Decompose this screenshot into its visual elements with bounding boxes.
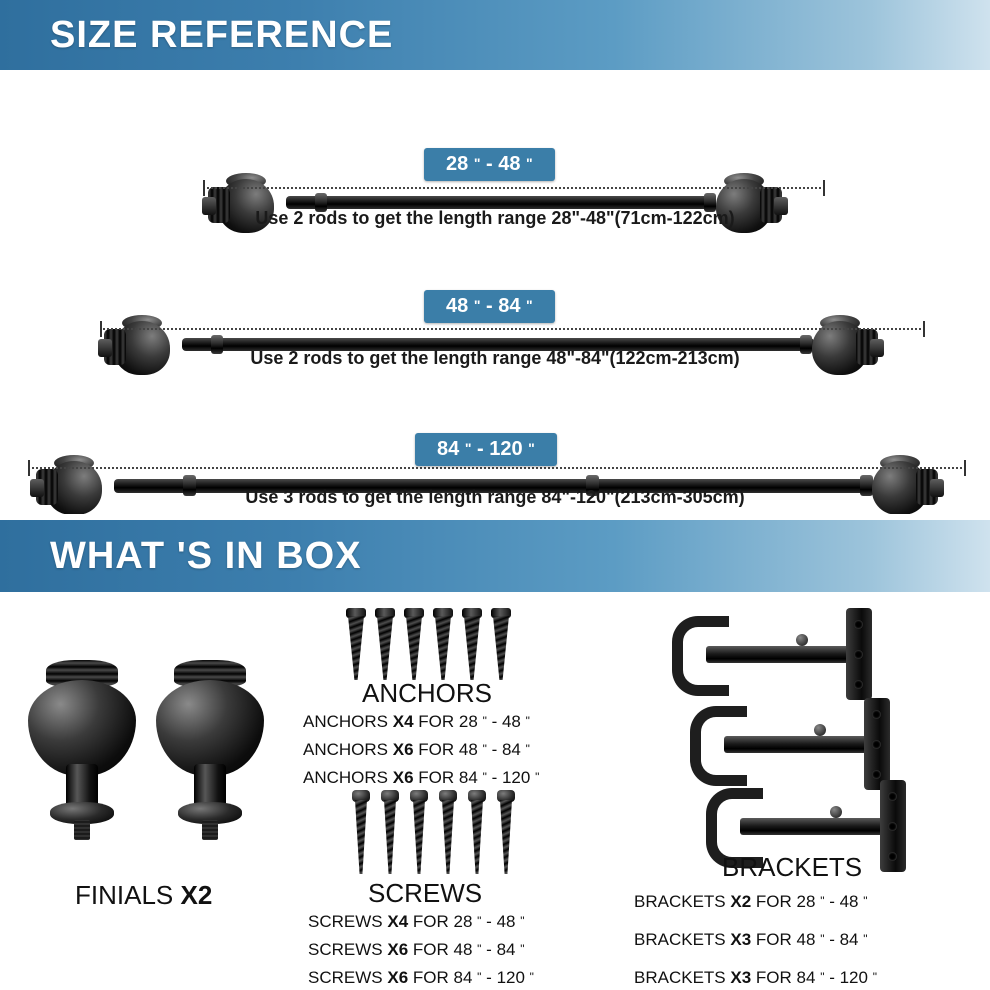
bracket-screw-hole [854,680,863,689]
anchors-line-2-dash: - [491,740,502,759]
size-badge-3 [415,433,557,466]
screw-icon [468,790,486,874]
brackets-label: BRACKETS [722,852,863,882]
brackets-line-1-max: 48 [839,892,859,911]
anchors-line-1-dash: - [491,712,502,731]
measure-tick-right [923,321,925,337]
bracket-nub [796,634,808,646]
screw-shaft [355,800,367,874]
finial-icon [150,660,270,850]
screws-line-2-unit-a: " [477,942,482,956]
rod-measure-line-1 [203,180,825,196]
rod-row-1 [0,80,990,230]
anchors-line-2-unit-b: " [525,742,530,756]
screws-line-1-unit-b: " [520,914,525,928]
brackets-line-1-unit-b: " [863,894,868,908]
rod-measure-line-2 [100,321,925,337]
brackets-line-3-unit-a: " [820,970,825,984]
screws-line-3-qty: X6 [387,968,409,987]
anchor-body [435,616,451,680]
badge-min-3: 84 [437,438,460,460]
anchor-body [493,616,509,680]
screws-line-1-dash: - [486,912,497,931]
screw-icon [381,790,399,874]
anchor-icon [433,608,453,680]
bracket-screw-hole [854,650,863,659]
screws-line-3-min: 84 [453,968,473,987]
brackets-line-3-max: 120 [839,968,868,987]
brackets-line-2-unit-a: " [820,932,825,946]
screws-line-1-unit-a: " [477,914,482,928]
bracket-wall-plate [880,780,906,872]
screws-line-2-qty: X6 [387,940,409,959]
screws-line-3-dash: - [486,968,497,987]
rod-row-3 [0,365,990,515]
screws-line-2-min: 48 [453,940,473,959]
badge-max-1: 48 [498,153,521,175]
anchor-icon [462,608,482,680]
screws-line-1-min: 28 [453,912,473,931]
brackets-line-3-for: FOR [755,968,792,987]
measure-tick-left [100,321,102,337]
anchors-line-3-name: ANCHORS [303,768,389,787]
measure-line [100,328,925,330]
whats-in-box-banner [0,520,990,592]
screws-line-2-dash: - [486,940,497,959]
brackets-line-3-unit-b: " [872,970,877,984]
brackets-line-2-name: BRACKETS [634,930,726,949]
anchors-line-1-qty: X4 [392,712,414,731]
bracket-screw-hole [888,852,897,861]
screws-line-1-name: SCREWS [308,912,383,931]
anchors-line-3-unit-b: " [535,770,540,784]
screw-shaft [500,800,512,874]
screw-shaft [471,800,483,874]
anchors-line-3 [303,768,539,788]
measure-tick-right [823,180,825,196]
bracket-arm [706,646,856,663]
screws-line-2-unit-b: " [520,942,525,956]
screws-line-1-qty: X4 [387,912,409,931]
badge-max-3: 120 [489,438,523,460]
brackets-line-3-dash: - [829,968,840,987]
size-badge-2 [424,290,555,323]
finial-body [28,680,136,776]
brackets-line-2 [634,930,868,950]
screw-shaft [442,800,454,874]
screws-line-3-for: FOR [412,968,449,987]
whats-in-box-title: WHAT 'S IN BOX [50,534,362,577]
anchors-line-3-dash: - [491,768,502,787]
screws-line-3-unit-a: " [477,970,482,984]
badge-dash-1: - [486,153,499,175]
anchors-line-1-min: 28 [458,712,478,731]
badge-unit-1a: " [473,155,481,171]
anchors-line-3-unit-a: " [482,770,487,784]
anchor-body [348,616,364,680]
measure-line [203,187,825,189]
brackets-line-2-unit-b: " [863,932,868,946]
brackets-line-3-min: 84 [796,968,816,987]
anchors-line-3-max: 120 [501,768,531,787]
brackets-line-1-qty: X2 [730,892,752,911]
anchors-line-2-max: 84 [501,740,521,759]
bracket-screw-hole [872,710,881,719]
brackets-line-3-name: BRACKETS [634,968,726,987]
screws-line-3-unit-b: " [529,970,534,984]
badge-unit-2b: " [526,297,533,313]
finial-screw-thread [74,820,90,840]
brackets-line-1-name: BRACKETS [634,892,726,911]
bracket-screw-hole [872,770,881,779]
rod-row-2 [0,225,990,370]
anchors-line-1-unit-b: " [525,714,530,728]
screw-icon [497,790,515,874]
screws-line-1 [308,912,524,932]
anchors-line-1 [303,712,530,732]
measure-line [28,467,966,469]
anchors-line-2-name: ANCHORS [303,740,389,759]
bracket-wall-plate [846,608,872,700]
rod-caption-2: Use 2 rods to get the length range 48"-84"(122cm-213cm) [250,348,740,368]
brackets-line-1-dash: - [829,892,840,911]
size-reference-title: SIZE REFERENCE [50,13,394,56]
anchor-icon [375,608,395,680]
bracket-screw-hole [872,740,881,749]
bracket-screw-hole [888,792,897,801]
anchors-line-1-name: ANCHORS [303,712,389,731]
anchors-line-1-max: 48 [501,712,521,731]
bracket-screw-hole [854,620,863,629]
bracket-icon [672,608,872,704]
brackets-line-1 [634,892,868,912]
badge-unit-3a: " [464,440,472,456]
size-badge-1 [424,148,555,181]
anchors-line-3-qty: X6 [392,768,414,787]
anchor-body [406,616,422,680]
anchors-line-3-min: 84 [458,768,478,787]
badge-unit-2a: " [473,297,481,313]
anchors-line-1-unit-a: " [482,714,487,728]
screws-line-2 [308,940,524,960]
anchor-icon [346,608,366,680]
bracket-wall-plate [864,698,890,790]
measure-tick-left [28,460,30,476]
finial-screw-thread [202,820,218,840]
brackets-line-3-qty: X3 [730,968,752,987]
bracket-nub [830,806,842,818]
anchor-body [464,616,480,680]
brackets-line-1-unit-a: " [820,894,825,908]
screw-icon [410,790,428,874]
badge-max-2: 84 [498,295,521,317]
badge-min-1: 28 [446,153,469,175]
brackets-line-2-max: 84 [839,930,859,949]
screws-line-3-max: 120 [496,968,525,987]
anchors-line-1-for: FOR [418,712,455,731]
finial-icon [22,660,142,850]
anchors-line-2-unit-a: " [482,742,487,756]
bracket-nub [814,724,826,736]
brackets-line-2-qty: X3 [730,930,752,949]
screw-icon [439,790,457,874]
screws-line-3-name: SCREWS [308,968,383,987]
anchors-line-2-for: FOR [418,740,455,759]
screws-line-1-max: 48 [496,912,516,931]
measure-tick-left [203,180,205,196]
anchors-line-2-qty: X6 [392,740,414,759]
anchors-label: ANCHORS [362,678,493,708]
screws-line-2-for: FOR [412,940,449,959]
screws-line-1-for: FOR [412,912,449,931]
screws-line-3 [308,968,534,988]
anchor-body [377,616,393,680]
badge-unit-3b: " [528,440,535,456]
brackets-line-1-for: FOR [755,892,792,911]
brackets-line-3 [634,968,877,988]
badge-dash-2: - [486,295,499,317]
screw-shaft [413,800,425,874]
finial-body [156,680,264,776]
screw-icon [352,790,370,874]
anchors-line-2-min: 48 [458,740,478,759]
bracket-arm [740,818,890,835]
screws-line-2-name: SCREWS [308,940,383,959]
bracket-screw-hole [888,822,897,831]
anchors-line-3-for: FOR [418,768,455,787]
screws-label: SCREWS [368,878,483,908]
rod-caption-1: Use 2 rods to get the length range 28"-48"(71cm-122cm) [255,208,735,228]
anchor-icon [404,608,424,680]
size-reference-banner [0,0,990,70]
brackets-line-1-min: 28 [796,892,816,911]
measure-tick-right [964,460,966,476]
brackets-line-2-dash: - [829,930,840,949]
badge-unit-1b: " [526,155,533,171]
finials-label [75,880,212,911]
anchors-line-2 [303,740,530,760]
rod-caption-3: Use 3 rods to get the length range 84"-120"(213cm-305cm) [245,487,745,507]
bracket-arm [724,736,874,753]
screws-line-2-max: 84 [496,940,516,959]
screw-shaft [384,800,396,874]
anchor-icon [491,608,511,680]
badge-dash-3: - [477,438,490,460]
brackets-line-2-min: 48 [796,930,816,949]
finials-qty: X2 [180,880,213,910]
finials-label-text: FINIALS [75,880,174,910]
badge-min-2: 48 [446,295,469,317]
brackets-line-2-for: FOR [755,930,792,949]
